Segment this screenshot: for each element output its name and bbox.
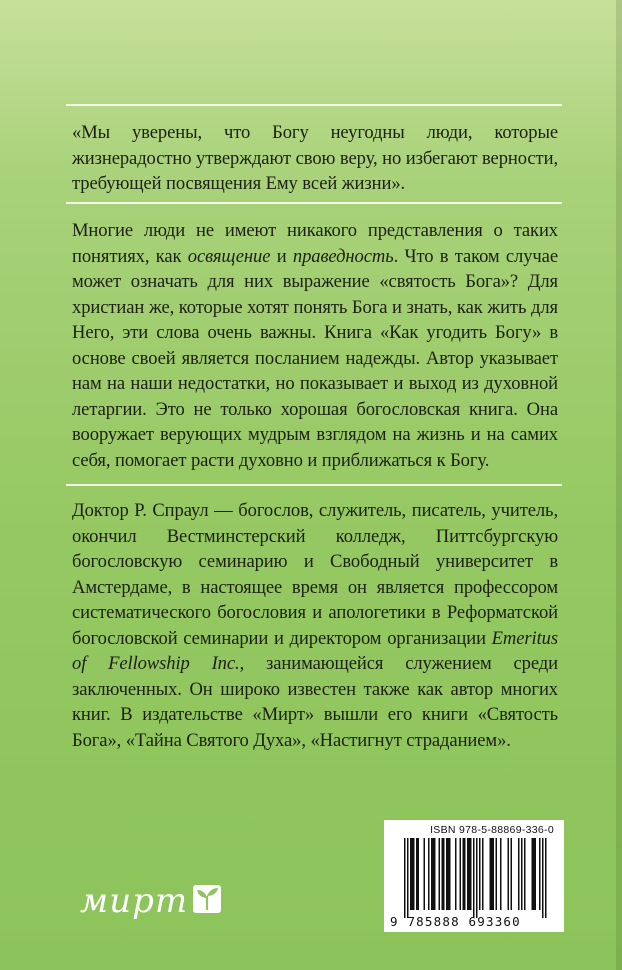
description-part1: Многие люди не имеют никакого представления о таких понятиях, как: [72, 220, 558, 267]
bio-divider: [66, 484, 562, 486]
barcode-bar: [418, 838, 420, 910]
barcode-bar: [407, 838, 409, 918]
barcode-bar: [442, 838, 444, 910]
description-and: и: [270, 245, 293, 267]
barcode-bar: [545, 838, 547, 918]
barcode-bar: [424, 838, 426, 910]
quote-text: «Мы уверены, что Богу неугодны люди, которые жизнерадостно утверждают свою веру, но избегают верности, требующей посвящения Ему всей жизни».: [72, 122, 558, 194]
barcode-bar: [460, 838, 462, 910]
barcode-bar: [448, 838, 450, 910]
quote-block: [72, 120, 558, 197]
barcode-bar: [428, 838, 430, 910]
barcode-bar: [542, 838, 544, 918]
barcode-bar: [410, 838, 412, 910]
barcode-bars: [392, 838, 556, 918]
barcode: [384, 820, 564, 932]
publisher-logo: [80, 874, 222, 921]
barcode-bar: [412, 838, 414, 910]
barcode-bar: [463, 838, 465, 910]
description-part2: . Что в таком случае может означать для них выражение «святость Бога»? Для христиан же, которые хотят понять Бога и знать, как жить для Него, эти слова очень важны. Книга «Как угодить Богу» в основе своей является посланием надежды. Автор указывает нам на наши недостатки, но показывает и выход из духовной летаргии. Это не только хорошая богословская книга. Она вооружает верующих мудрым взглядом на жизнь и на самих себя, помогает расти духовно и приближаться к Богу.: [72, 245, 558, 471]
barcode-bar: [496, 838, 498, 910]
barcode-bar: [539, 838, 541, 910]
term-sanctification: освящение: [187, 245, 271, 267]
bio-part1: Доктор Р. Спраул — богослов, служитель, писатель, учитель, окончил Вестминстерский колледж, Питтсбургскую богословскую семинарию и Свободный университет в Амстердаме, в настоящее время он является профессором систематического богословия и апологетики в Реформатской богословской семинарии и директором организации: [72, 500, 558, 649]
bio-part2: , занимающейся служением среди заключенных. Он широко известен также как автор многих книг. В издательстве «Мирт» вышли его книги «Святость Бога», «Тайна Святого Духа», «Настигнут страданием».: [72, 653, 558, 751]
barcode-bar: [490, 838, 492, 910]
barcode-bar: [433, 838, 435, 910]
barcode-bar: [500, 838, 502, 910]
barcode-bar: [404, 838, 406, 918]
barcode-bar: [416, 838, 418, 910]
barcode-bar: [413, 838, 415, 910]
barcode-bar: [431, 838, 433, 910]
barcode-bar: [473, 838, 475, 918]
author-bio-text: [72, 498, 558, 753]
barcode-bar: [493, 838, 495, 910]
organization-name: Emeritus of Fellowship Inc.: [72, 627, 558, 674]
barcode-bar: [511, 838, 513, 910]
barcode-bar: [524, 838, 526, 910]
term-righteousness: праведность: [292, 245, 394, 267]
barcode-bar: [518, 838, 520, 910]
barcode-bar: [508, 838, 510, 910]
barcode-bar: [446, 838, 448, 910]
barcode-bar: [467, 838, 469, 910]
barcode-bar: [482, 838, 484, 910]
barcode-bar: [443, 838, 445, 910]
description-text: [72, 218, 558, 473]
barcode-bar: [521, 838, 523, 910]
quote-divider: [66, 202, 562, 204]
sprout-icon: [192, 884, 222, 914]
isbn-label: ISBN 978-5-88869-336-0: [430, 824, 554, 836]
barcode-bar: [535, 838, 537, 910]
publisher-logo-text: мирт: [80, 881, 189, 921]
barcode-bar: [464, 838, 466, 910]
barcode-bar: [532, 838, 534, 910]
barcode-bar: [449, 838, 451, 910]
barcode-bar: [455, 838, 457, 910]
description-block: [72, 218, 558, 473]
barcode-digits: 9 785888 693360: [390, 914, 521, 929]
barcode-bar: [476, 838, 478, 918]
barcode-bar: [479, 838, 481, 910]
barcode-bar: [533, 838, 535, 910]
barcode-bar: [470, 838, 472, 910]
barcode-bar: [439, 838, 441, 910]
barcode-bar: [491, 838, 493, 910]
barcode-bar: [434, 838, 436, 910]
author-bio-block: [72, 498, 558, 753]
top-divider: [66, 104, 562, 106]
barcode-bar: [469, 838, 471, 910]
